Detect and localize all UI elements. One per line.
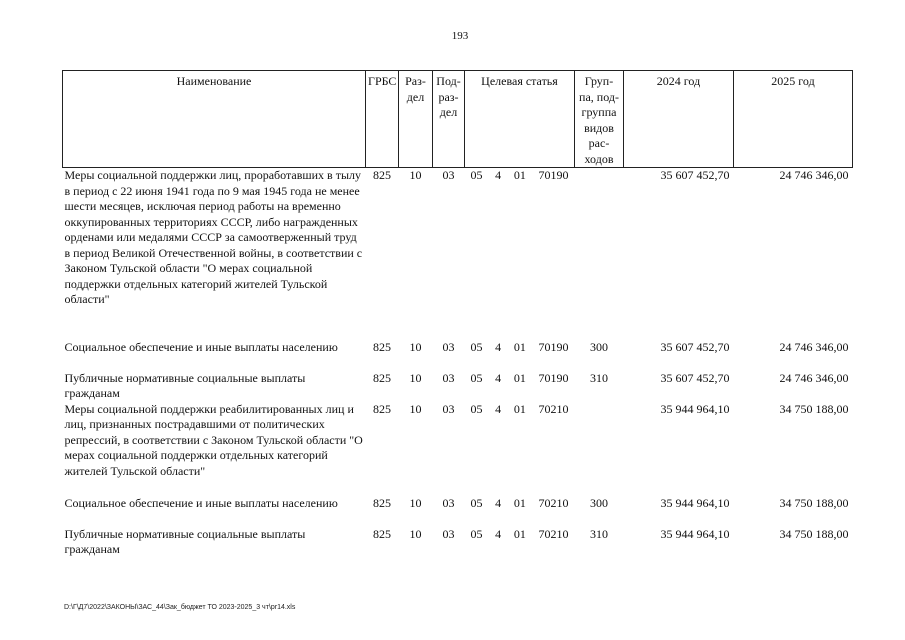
row-amount-2025: 34 750 188,00	[779, 401, 849, 416]
row-target	[465, 402, 575, 496]
row-podrazdel: 03	[442, 168, 455, 182]
table-row	[63, 527, 853, 558]
file-path-footer: D:\Г\Д7\2022\ЗАКОНЫ\ЗАС_44\Зак_бюджет ТО 2023-2025_3 чт\pr14.xls	[64, 604, 296, 611]
row-group	[575, 168, 624, 340]
row-podrazdel: 03	[442, 401, 455, 416]
target-part-2: 4	[495, 339, 502, 354]
target-part-2: 4	[495, 370, 502, 385]
target-part-3: 01	[513, 401, 526, 416]
row-name: Социальное обеспечение и иные выплаты населению	[64, 339, 338, 354]
target-part-2: 4	[495, 168, 502, 182]
row-amount-2024: 35 944 964,10	[660, 526, 730, 541]
row-amount-2024: 35 607 452,70	[660, 168, 730, 182]
table-body	[63, 168, 853, 558]
target-part-2: 4	[495, 401, 502, 416]
target-part-1: 05	[470, 495, 483, 510]
col-header-2025: 2025 год	[734, 71, 853, 168]
target-part-3: 01	[513, 495, 526, 510]
table-header-row	[63, 71, 853, 168]
budget-table	[62, 70, 853, 558]
target-part-3: 01	[513, 168, 526, 182]
col-header-group: Груп- па, под- группа видов рас- ходов	[575, 71, 624, 168]
row-razdel: 10	[409, 339, 422, 354]
row-razdel: 10	[409, 370, 422, 385]
budget-table-container	[62, 70, 852, 558]
row-podrazdel: 03	[442, 495, 455, 510]
row-name: Меры социальной поддержки лиц, проработавших в тылу в период с 22 июня 1941 года по 9 мая 1945 года не менее шести месяцев, исключая период работы на временно оккупированных территориях СССР, либо награжденных орденами или медалями СССР за самоотверженный труд в период Великой Отечественной войны, в соответствии с Законом Тульской области "О мерах социальной поддержки отдельных категорий жителей Тульской области"	[64, 168, 363, 306]
target-part-4: 70190	[538, 168, 569, 182]
target-part-1: 05	[470, 526, 483, 541]
target-part-4: 70210	[538, 495, 569, 510]
row-group: 310	[590, 370, 608, 385]
col-header-target: Целевая статья	[465, 71, 575, 168]
row-target	[465, 168, 575, 340]
target-part-3: 01	[513, 339, 526, 354]
row-grbs: 825	[373, 168, 391, 182]
col-header-podrazdel: Под- раз- дел	[433, 71, 465, 168]
row-grbs: 825	[373, 495, 391, 510]
row-razdel: 10	[409, 526, 422, 541]
table-row	[63, 340, 853, 371]
row-razdel: 10	[409, 401, 422, 416]
row-podrazdel: 03	[442, 370, 455, 385]
row-grbs: 825	[373, 401, 391, 416]
row-amount-2025: 24 746 346,00	[779, 339, 849, 354]
target-part-4: 70210	[538, 526, 569, 541]
row-target	[465, 496, 575, 527]
row-name: Публичные нормативные социальные выплаты гражданам	[64, 526, 306, 556]
table-row	[63, 496, 853, 527]
col-header-grbs: ГРБС	[366, 71, 399, 168]
col-header-razdel: Раз- дел	[399, 71, 433, 168]
row-amount-2024: 35 607 452,70	[660, 339, 730, 354]
target-part-1: 05	[470, 168, 483, 182]
row-amount-2024: 35 944 964,10	[660, 401, 730, 416]
table-row	[63, 168, 853, 340]
row-name: Публичные нормативные социальные выплаты гражданам	[64, 370, 306, 400]
row-target	[465, 340, 575, 371]
row-razdel: 10	[409, 495, 422, 510]
target-part-3: 01	[513, 370, 526, 385]
row-amount-2024: 35 944 964,10	[660, 495, 730, 510]
row-name: Социальное обеспечение и иные выплаты населению	[64, 495, 338, 510]
table-row	[63, 371, 853, 402]
target-part-2: 4	[495, 526, 502, 541]
row-podrazdel: 03	[442, 339, 455, 354]
col-header-2024: 2024 год	[624, 71, 734, 168]
row-amount-2025: 34 750 188,00	[779, 495, 849, 510]
row-grbs: 825	[373, 526, 391, 541]
page-number: 193	[451, 30, 469, 42]
row-grbs: 825	[373, 339, 391, 354]
target-part-4: 70190	[538, 339, 569, 354]
row-amount-2025: 34 750 188,00	[779, 526, 849, 541]
row-podrazdel: 03	[442, 526, 455, 541]
table-row	[63, 402, 853, 496]
row-group: 300	[590, 339, 608, 354]
row-target	[465, 527, 575, 558]
target-part-1: 05	[470, 370, 483, 385]
row-group	[575, 402, 624, 496]
target-part-4: 70190	[538, 370, 569, 385]
row-target	[465, 371, 575, 402]
target-part-4: 70210	[538, 401, 569, 416]
target-part-1: 05	[470, 401, 483, 416]
row-amount-2024: 35 607 452,70	[660, 370, 730, 385]
target-part-3: 01	[513, 526, 526, 541]
target-part-2: 4	[495, 495, 502, 510]
row-group: 300	[590, 495, 608, 510]
col-header-name: Наименование	[63, 71, 366, 168]
row-grbs: 825	[373, 370, 391, 385]
row-group: 310	[590, 526, 608, 541]
row-amount-2025: 24 746 346,00	[779, 168, 849, 182]
row-name: Меры социальной поддержки реабилитированных лиц и лиц, признанных пострадавшими от политических репрессий, в соответствии с Законом Тульской области "О мерах социальной поддержки отдельных категорий жителей Тульской области"	[64, 401, 363, 478]
row-razdel: 10	[409, 168, 422, 182]
row-amount-2025: 24 746 346,00	[779, 370, 849, 385]
target-part-1: 05	[470, 339, 483, 354]
